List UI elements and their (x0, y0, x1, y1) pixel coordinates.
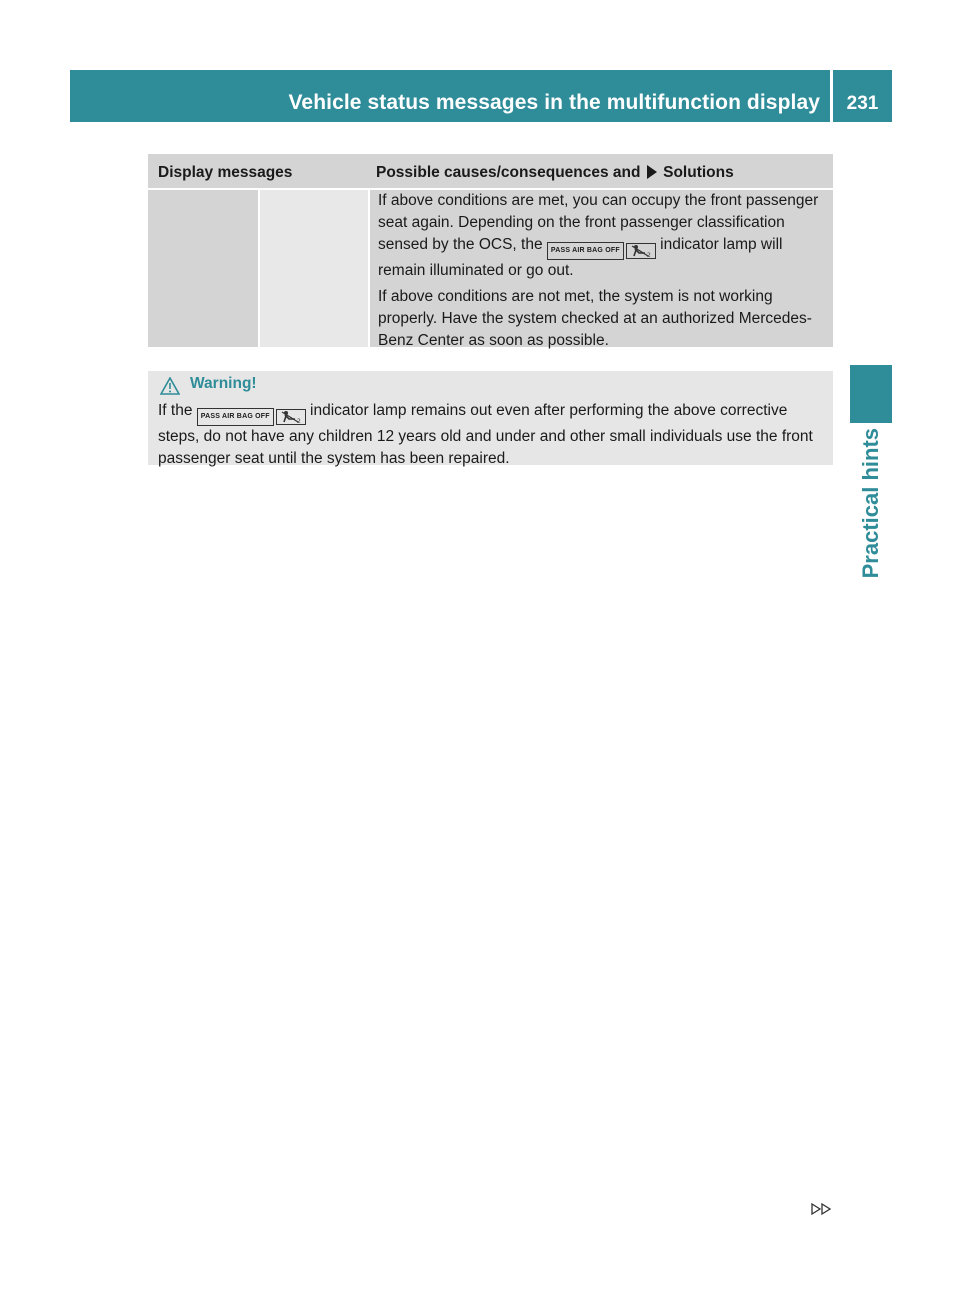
column-header-display-messages: Display messages (158, 164, 293, 181)
solution-paragraph-1 (378, 190, 828, 282)
solution-paragraph-1-text-end: indicator lamp will remain illuminated or go out. (378, 236, 783, 279)
column-header-causes (376, 164, 734, 182)
side-section-text: Practical hints (858, 428, 883, 579)
svg-text:2: 2 (296, 418, 301, 424)
child-seat-icon (276, 409, 306, 425)
warning-text-end: indicator lamp remains out even after performing the above corrective steps, do not have any children 12 years old and under and other small individuals use the front passenger seat until the system has been repaired. (158, 402, 813, 467)
table-header-row (148, 154, 833, 188)
table-cell-cause (260, 190, 368, 347)
table-cell-display-message (148, 190, 258, 347)
airbag-off-lamp-label: PASS AIR BAG OFF (547, 242, 624, 260)
passenger-airbag-off-lamp (547, 242, 656, 260)
side-section-label (850, 428, 892, 598)
warning-triangle-icon (160, 377, 180, 395)
page-title: Vehicle status messages in the multifunction display (288, 91, 820, 114)
arrow-right-icon (647, 165, 657, 179)
solution-text (378, 190, 828, 352)
passenger-airbag-off-lamp (197, 408, 306, 426)
solution-paragraph-1-text: If above conditions are met, you can occupy the front passenger seat again. Depending on the front passenger classification sensed by the OCS, the (378, 192, 819, 253)
airbag-off-lamp-label: PASS AIR BAG OFF (197, 408, 274, 426)
child-seat-icon (626, 243, 656, 259)
warning-title: Warning! (190, 375, 257, 392)
column-header-causes-text: Possible causes/consequences and (376, 164, 641, 181)
side-tab (850, 365, 892, 423)
solution-paragraph-2: If above conditions are not met, the system is not working properly. Have the system checked at an authorized Mercedes-Benz Center as soon as possible. (378, 288, 812, 349)
svg-text:2: 2 (646, 252, 651, 258)
warning-text (158, 400, 830, 470)
continued-arrows-icon (810, 1202, 834, 1216)
column-header-solutions-text: Solutions (663, 164, 734, 181)
warning-text-start: If the (158, 402, 193, 419)
page-number: 231 (846, 93, 879, 114)
